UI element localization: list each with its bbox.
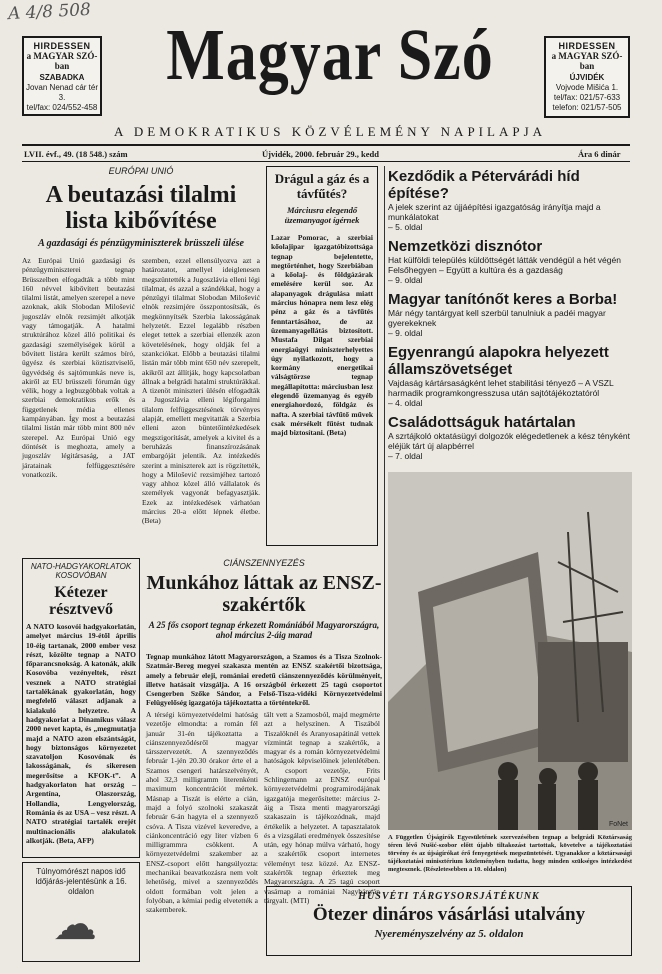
front-photo bbox=[388, 472, 632, 830]
un-lead: Tegnap munkához látott Magyarországon, a Szamos és a Tisza Szolnok-Szatmár-Bereg megyei szakasza mentén az ENSZ szakértői bizottsága, amely a február eleji, romániai eredetű ciánszennyeződés körülményeit, illetve hatásait vizsgálja. A 16 országból érkezett 25 tagú csoportot Csengerben Szőke Sándor, a Felső-Tisza-vidéki Környezetvédelmi Felügyelőség igazgatója tájékoztatta a történtekről. bbox=[146, 652, 382, 708]
teaser-title: Családottságuk határtalan bbox=[388, 414, 576, 431]
lead-body-col2: szemben, ezzel ellensúlyozva azt a határozatot, amellyel ideiglenesen megszüntették a Jugoszlávia elleni légi tilalmat, és azzal a szándékkal, hogy a pénzügyi tilalmat Slobodan Milošević elnök rezsimjére összpontosítsák, és megkönnyítsék Szerbia lakosságának helyzetét. Ezzel legalább részben eleget tettek a szerbiai ellenzék azon követelésének, hogy oldják fel a szankciókat. Előbb a beutazási tilalmi listán már több mint 650 név szerepelt, akikről azt állítják, hogy kapcsolatban állnak a belgrádi hatalmi struktúrákkal. A tizenöt miniszteri ülésén elfogadták a Jugoszlávia elleni légiforgalmi tilalom felfüggesztésének törvényes alapját, emellett megvitatták a Szerbia elleni azon büntetőintézkedések megszigorítását, amelyek a kivitel és a beruházás finanszírozásának embargóját jelentik. Az intézkedés szerint a miniszterek azt is rögzítették, hogy a Milošević rezsimjéhez tartozó vagy ahhoz közel álló vállalatok és személyek vagyonát befagyasztják. Ezek az intézkedések várhatóan március 20-a előtt lépnek életbe. (Beta) bbox=[142, 256, 260, 526]
nato-headline: Kétezer résztvevő bbox=[49, 584, 113, 618]
un-headline: Munkához láttak az ENSZ-szakértők bbox=[146, 572, 382, 616]
teaser-title: Kezdődik a Pétervárádi híd építése? bbox=[388, 168, 580, 202]
gas-price-box bbox=[266, 166, 378, 546]
masthead-rule-top bbox=[22, 144, 630, 146]
un-body-col1: A térségi környezetvédelmi hatóság vezetője elmondta: a román fél január 31-én tájékoztatta a ciánszennyeződésről magyar társszervezetét. A szennyeződés február 1-jén 20.30 órakor érte el a Szamos csengeri határszelvényét, ahol 32,3 milligramm literenkénti maximum koncentrációt mértek. Másnap a Tiszát is elérte a cián, majd a folyó szolnoki szakaszát február 6-án hagyta el a szennyező csóva. A Tisza vizével keveredve, a ciánkoncentráció egy liter vízben 6 milligrammra csökkent. A környezetvédelmi szakember az ENSZ-csoport előtt hangsúlyozta: mechanikai beavatkozásra nem volt lehetőség, mivel a szennyeződés oldott formában volt jelen a folyóban, a kémiai pedig elvetették a szakemberek. bbox=[146, 710, 258, 915]
lottery-box bbox=[266, 886, 632, 956]
teaser-body: Hat külföldi település küldöttségét látták vendégül a hét végén Felsőhegyen – Együtt a kultúra és a gazdaság bbox=[388, 255, 621, 275]
teaser-page: – 7. oldal bbox=[388, 451, 423, 461]
protest-photo-illustration bbox=[388, 472, 632, 830]
right-ad-office: ÚJVIDÉK bbox=[569, 73, 605, 82]
un-deck: A 25 fős csoport tegnap érkezett Romániából Magyarországra, ahol március 2-áig marad bbox=[148, 620, 380, 640]
masthead-right-ad bbox=[544, 36, 630, 118]
right-ad-head: HIRDESSEN bbox=[558, 41, 616, 51]
teaser-page: – 4. oldal bbox=[388, 398, 423, 408]
lottery-head: HÚSVÉTI TÁRGYSORSJÁTÉKUNK bbox=[358, 891, 540, 902]
lead-headline: A beutazási tilalmi lista kibővítése bbox=[45, 182, 237, 234]
un-body-col2: tält vett a Szamosból, majd megmérte azt a helyszínen. A Tiszából Tiszalöknél és Aranyosapátinál vettek vízmintát tegnap a szakértők, a magyar és a román környezetvédelmi hatóságok képviselőinek jelenlétében. A csoport vezetője, Frits Schlingemann az ENSZ európai környezetvédelmi programirodájának igazgatója megerősítette: március 2-áig a Tisza menti magyarországi szakaszain is tájékozódnak, majd értékelik a helyzetet. A tapasztalatok és a vizsgálati eredmények összesítése után, egy hónap múlva várható, hogy a szakértők csoport internetes véleményt tesz közzé. Az ENSZ-szakértők tegnap érkeztek meg Magyarországra. A 25 tagú csoport vasárnap a romániai Nagybányán tárgyalt. (MTI) bbox=[264, 710, 380, 905]
cloud-sun-icon: ☁ bbox=[53, 900, 97, 949]
lottery-title: Ötezer dináros vásárlási utalvány bbox=[312, 904, 586, 925]
masthead-logo: Magyar Szó bbox=[166, 15, 494, 96]
left-ad-brand: a MAGYAR SZÓ-ban bbox=[26, 51, 98, 71]
masthead-rule-bottom bbox=[22, 161, 630, 162]
teaser-item[interactable] bbox=[388, 291, 632, 338]
photo-credit: FoNet bbox=[608, 821, 628, 828]
teaser-page: – 5. oldal bbox=[388, 222, 423, 232]
right-ad-phone-2: telefon: 021/57-505 bbox=[552, 103, 622, 112]
un-kicker: CIÁNSZENNYEZÉS bbox=[223, 558, 305, 568]
teaser-page: – 9. oldal bbox=[388, 275, 423, 285]
right-ad-brand: a MAGYAR SZÓ-ban bbox=[551, 51, 623, 71]
right-ad-address: Vojvode Mišića 1. bbox=[555, 83, 619, 92]
left-ad-address: Jovan Nenad cár tér 3. bbox=[25, 83, 99, 102]
teaser-body: Már négy tantárgyat kell szerbül tanulniuk a padéi magyar gyerekeknek bbox=[388, 308, 606, 328]
masthead-left-ad bbox=[22, 36, 102, 116]
teaser-item[interactable] bbox=[388, 414, 632, 461]
issue-date: Újvidék, 2000. február 29., kedd bbox=[262, 149, 379, 159]
weather-box bbox=[22, 862, 140, 962]
teaser-item[interactable] bbox=[388, 344, 632, 408]
handwritten-archive-note: A 4/8 508 bbox=[7, 0, 92, 25]
column-divider bbox=[384, 166, 385, 780]
lead-kicker: EURÓPAI UNIÓ bbox=[108, 166, 174, 176]
lottery-sub: Nyereményszelvény az 5. oldalon bbox=[374, 928, 524, 940]
teaser-title: Egyenrangú alapokra helyezett államszövetséget bbox=[388, 344, 609, 378]
issue-price: Ára 6 dinár bbox=[578, 149, 621, 159]
teaser-body: A szrtájkoló oktatásügyi dolgozók elégedetlenek a kész tényként eléjük tárt új alapbérrel bbox=[388, 431, 630, 451]
right-ad-phone-1: tel/fax: 021/57-633 bbox=[553, 93, 621, 102]
weather-text: Túlnyomórészt napos idő bbox=[36, 867, 126, 876]
nato-article-box bbox=[22, 558, 140, 858]
teaser-page: – 9. oldal bbox=[388, 328, 423, 338]
teaser-item[interactable] bbox=[388, 238, 632, 285]
lead-deck: A gazdasági és pénzügyminiszterek brüsszeli ülése bbox=[38, 238, 244, 249]
nato-kicker: NATO-HADGYAKORLATOK KOSOVÓBAN bbox=[30, 562, 132, 580]
nato-body: A NATO kosovói hadgyakorlatán, amelyet március 19-étől április 10-éig tartanak, 2000 ember vesz részt, közölte tegnap a NATO főparancsnokság. A katonák, akik Kosovóba vezényeltek, részt vesznek a NATO stratégiai tartalékának gyakorlatán, hogy megfelelő választ adjanak a kialakuló helyzetre. A hadgyakorlat a Dinamikus válasz 2000 nevet kapta, és „megmutatja majd a NATO azon elszántságát, hogy biztonságos környezetet szavatoljon Kosovónak és lakosságának, és sikeresen megerősítse a KFOK-t”. A hadgyakorlaton hat ország – Argentína, Olaszország, Hollandia, Lengyelország, Románia és az USA – vesz részt. A NATO stratégiai tartalék erejét multinacionális alakulatok alkotják. (Beta, AFP) bbox=[26, 622, 136, 845]
teaser-title: Magyar tanítónőt keres a Borba! bbox=[388, 291, 618, 308]
left-ad-head: HIRDESSEN bbox=[33, 41, 91, 51]
teaser-item[interactable] bbox=[388, 168, 632, 232]
photo-caption: A Független Újságírók Egyesületének szervezésében tegnap a belgrádi Köztársaság téren lévő Nušić-szobor előtt újabb tiltakozást tartottak, követelve a tájékoztatási törvény és az újságírókat érő fenyegetések megszüntetését. Ugyanakkor a köztársasági tájékoztatási minisztérium közleményben tudatta, hogy minden szükséges intézkedést megtesznek. (Részletesebben a 10. oldalon) bbox=[388, 834, 632, 873]
left-ad-phone: tel/fax: 024/552-458 bbox=[26, 103, 98, 112]
teaser-title: Nemzetközi disznótor bbox=[388, 238, 543, 255]
issue-number: LVII. évf., 49. (18 548.) szám bbox=[24, 149, 128, 159]
gas-deck: Márciusra elegendő üzemanyagot ígérnek bbox=[284, 205, 360, 225]
weather-sub: Időjárás-jelentésünk a 16. oldalon bbox=[35, 877, 127, 896]
gas-body: Lazar Pomorac, a szerbiai kőolajipar igazgatóbizottsága tegnap bejelentette, megtörténhet, hogy Szerbiában a kőolaj- és földgázárak emelésére kerül sor. Az alapanyagok drágulása miatt március hónapra nem lesz elég pénz a gáz és a távfűtés fenntartásához, de az üzemanyagellátás biztosított. Mustafa Dilgat szerbiai energiaügyi miniszterhelyettes úgy nyilatkozott, hogy a kormány energetikai válságtörzse tegnap megállapította: márciusban lesz elegendő üzemanyag és egyéb energiahordozó, földgáz és nafta. A szerbiai távfűtő művek csak mérsékelt fűtést tudnak majd biztosítani. (Beta) bbox=[271, 233, 373, 438]
lead-body-col1: Az Európai Unió gazdasági és pénzügyminiszterei tegnap Brüsszelben elfogadták a több mint 160 névvel kibővített beutazási tilalmi listát, amelyen szerepel a neve azoknak, akik Slobodan Milošević jugoszláv elnök rezsimjét alkotják vagy támogatják. A hatalmi struktúrához közel álló politikai és gazdasági személyiségek körül a bővített listára került számos bíró, ügyész és szerbiai köztisztviselő, ügyvédség és sajtómunkás neve is, akiről az EU brüsszeli fórumán úgy vélik, hogy a legbuzgóbbak voltak a szerbiai demokratikus erők és függetlenek média ellenes kampányában. Így most a beutazási tilalmi listán már több mint 800 név szerepel. Az Európai Unió egy döntését is meghozta, amely a jugoszláv légitársaság, a JAT járatainak felfüggesztésére vonatkozik. bbox=[22, 256, 135, 479]
left-ad-office: SZABADKA bbox=[39, 73, 85, 82]
gas-headline: Drágul a gáz és a távfűtés? bbox=[274, 171, 370, 201]
teaser-list bbox=[388, 168, 632, 461]
masthead-tagline: A DEMOKRATIKUS KÖZVÉLEMÉNY NAPILAPJA bbox=[113, 124, 547, 139]
teaser-body: A jelek szerint az újjáépítési igazgatóság irányítja majd a munkálatokat bbox=[388, 202, 601, 222]
teaser-body: Vajdaság kártársaságként lehet stabilitási tényező – A VSZL harmadik programkongresszusa után sajtótájékoztatóról bbox=[388, 378, 614, 398]
